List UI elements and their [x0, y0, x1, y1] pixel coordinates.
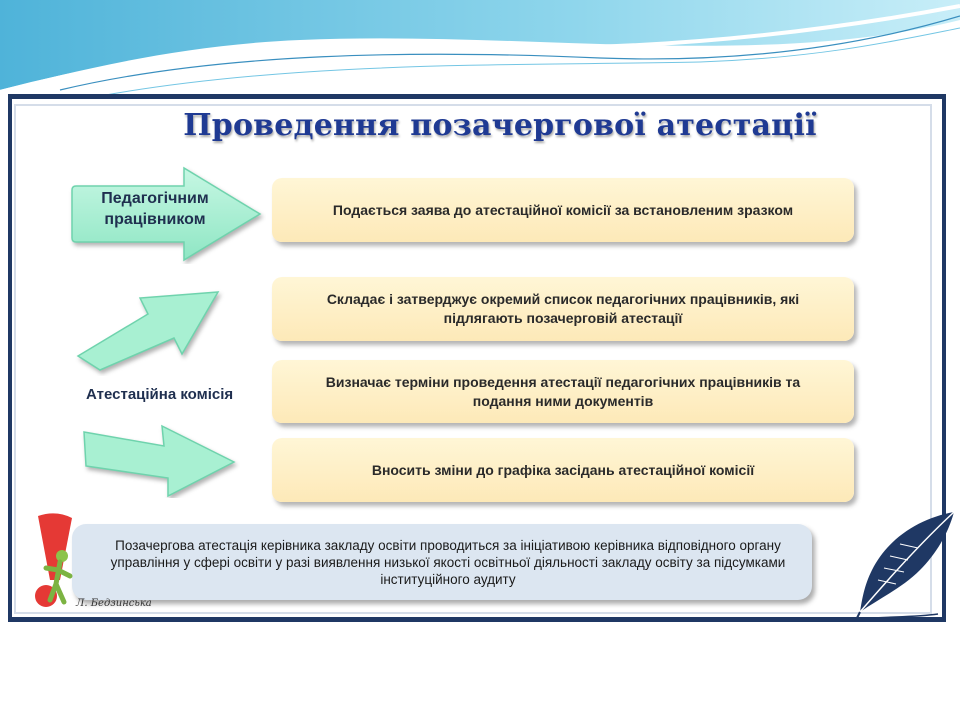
step-box-3: Визначає терміни проведення атестації педагогічних працівників та подання ними документів [272, 360, 854, 423]
arrow-label: Педагогічним працівником [101, 190, 209, 228]
exclamation-figure-icon [16, 510, 86, 610]
arrow-up-right-icon [70, 284, 230, 376]
arrow-down-right-icon [78, 414, 240, 498]
step-box-1: Подається заява до атестаційної комісії за встановленим зразком [272, 178, 854, 242]
slide-title: Проведення позачергової атестації [183, 108, 817, 143]
commission-label: Атестаційна комісія [86, 386, 234, 403]
step-box-4: Вносить зміни до графіка засідань атестаційної комісії [272, 438, 854, 502]
feather-quill-icon [850, 508, 960, 624]
signature: Л. Бедзинська [76, 598, 152, 609]
wave-decoration [0, 0, 960, 100]
step-box-2: Складає і затверджує окремий список педагогічних працівників, які підлягають позачерговій атестації [272, 277, 854, 341]
note-box: Позачергова атестація керівника закладу освіти проводиться за ініціативою керівника відповідного органу управління у сфері освіти у разі виявлення низької якості освітньої діяльності закладу освіту за підсумками інституційного аудиту [72, 524, 812, 600]
